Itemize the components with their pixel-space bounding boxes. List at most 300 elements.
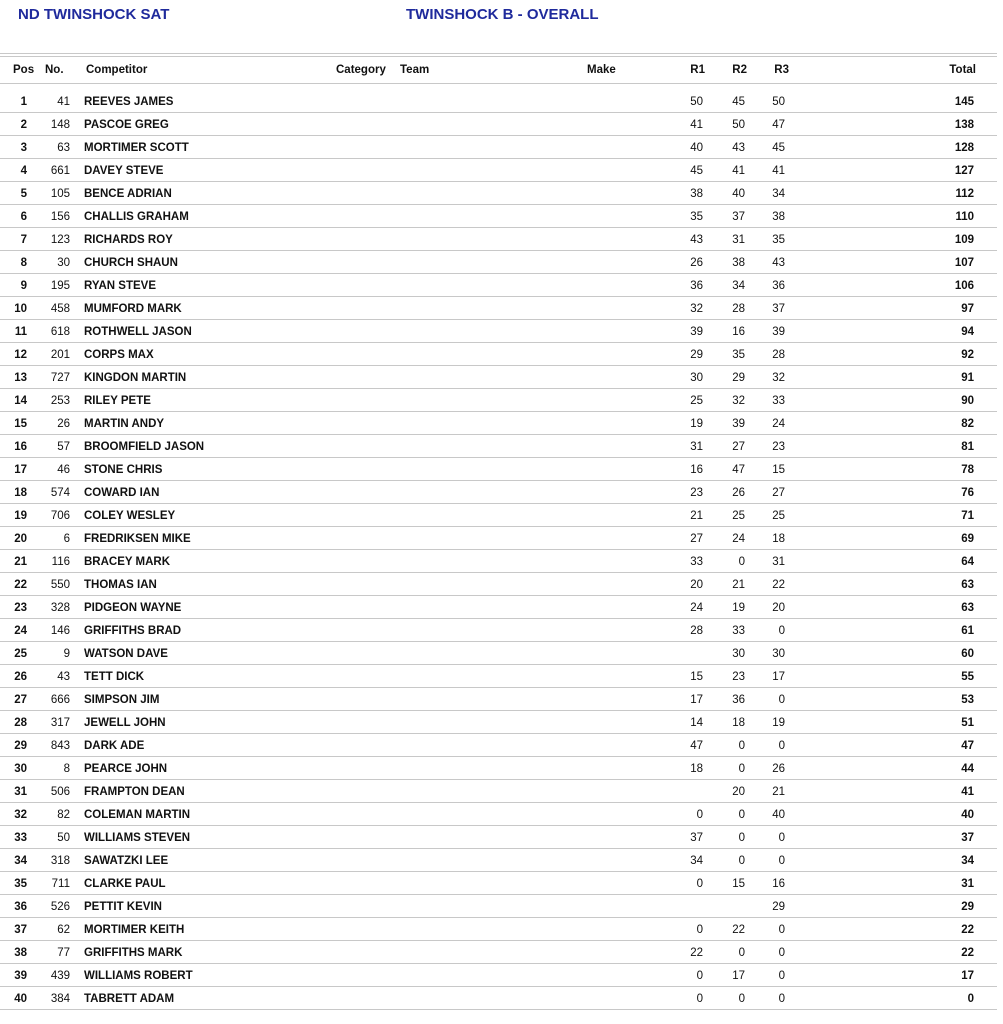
round-2-score-cell: 0 bbox=[738, 809, 745, 821]
round-3-score-cell: 0 bbox=[778, 694, 785, 706]
position-cell: 8 bbox=[20, 257, 27, 269]
rider-number-cell: 506 bbox=[50, 786, 70, 798]
round-3-score-cell: 23 bbox=[772, 441, 785, 453]
round-1-score-cell: 0 bbox=[696, 924, 703, 936]
total-score-cell: 81 bbox=[961, 441, 974, 453]
position-cell: 10 bbox=[14, 303, 27, 315]
table-row bbox=[0, 412, 997, 435]
total-score-cell: 97 bbox=[961, 303, 974, 315]
round-2-score-cell: 38 bbox=[732, 257, 745, 269]
rider-number-cell: 156 bbox=[50, 211, 70, 223]
table-row bbox=[0, 941, 997, 964]
rider-number-cell: 706 bbox=[50, 510, 70, 522]
position-cell: 1 bbox=[20, 96, 27, 108]
competitor-name-cell: BROOMFIELD JASON bbox=[84, 441, 205, 453]
table-row bbox=[0, 320, 997, 343]
table-row bbox=[0, 205, 997, 228]
round-3-score-cell: 34 bbox=[772, 188, 785, 200]
position-cell: 29 bbox=[14, 740, 27, 752]
round-1-score-cell: 39 bbox=[690, 326, 703, 338]
round-2-score-cell: 24 bbox=[732, 533, 745, 545]
round-1-score-cell: 28 bbox=[690, 625, 703, 637]
round-3-score-cell: 37 bbox=[772, 303, 785, 315]
round-3-score-cell: 0 bbox=[778, 970, 785, 982]
total-score-cell: 22 bbox=[961, 947, 974, 959]
table-row bbox=[0, 964, 997, 987]
round-1-score-cell: 37 bbox=[690, 832, 703, 844]
position-cell: 15 bbox=[14, 418, 27, 430]
results-table-body bbox=[0, 90, 997, 1010]
round-3-score-cell: 0 bbox=[778, 832, 785, 844]
round-2-score-cell: 23 bbox=[732, 671, 745, 683]
round-3-score-cell: 21 bbox=[772, 786, 785, 798]
rider-number-cell: 317 bbox=[50, 717, 70, 729]
competitor-name-cell: FRAMPTON DEAN bbox=[84, 786, 185, 798]
rider-number-cell: 439 bbox=[50, 970, 70, 982]
total-score-cell: 64 bbox=[961, 556, 974, 568]
round-3-score-cell: 0 bbox=[778, 924, 785, 936]
round-2-score-cell: 28 bbox=[732, 303, 745, 315]
table-row bbox=[0, 527, 997, 550]
total-score-cell: 61 bbox=[961, 625, 974, 637]
round-2-score-cell: 17 bbox=[732, 970, 745, 982]
competitor-name-cell: DAVEY STEVE bbox=[84, 165, 164, 177]
rider-number-cell: 57 bbox=[57, 441, 70, 453]
table-row bbox=[0, 918, 997, 941]
class-title: TWINSHOCK B - OVERALL bbox=[406, 6, 599, 23]
round-1-score-cell: 34 bbox=[690, 855, 703, 867]
total-score-cell: 47 bbox=[961, 740, 974, 752]
total-score-cell: 0 bbox=[967, 993, 974, 1005]
round-1-score-cell: 45 bbox=[690, 165, 703, 177]
competitor-name-cell: CHALLIS GRAHAM bbox=[84, 211, 189, 223]
position-cell: 17 bbox=[14, 464, 27, 476]
round-1-score-cell: 41 bbox=[690, 119, 703, 131]
round-1-score-cell: 26 bbox=[690, 257, 703, 269]
rider-number-cell: 123 bbox=[50, 234, 70, 246]
round-1-score-cell: 32 bbox=[690, 303, 703, 315]
total-score-cell: 71 bbox=[961, 510, 974, 522]
round-3-score-cell: 30 bbox=[772, 648, 785, 660]
header-divider-bottom bbox=[0, 56, 997, 57]
table-row bbox=[0, 688, 997, 711]
position-cell: 28 bbox=[14, 717, 27, 729]
round-2-score-cell: 35 bbox=[732, 349, 745, 361]
round-2-score-cell: 0 bbox=[738, 556, 745, 568]
table-row bbox=[0, 182, 997, 205]
round-2-score-cell: 34 bbox=[732, 280, 745, 292]
round-3-score-cell: 33 bbox=[772, 395, 785, 407]
round-2-score-cell: 0 bbox=[738, 832, 745, 844]
round-1-score-cell: 0 bbox=[696, 970, 703, 982]
round-2-score-cell: 26 bbox=[732, 487, 745, 499]
round-3-score-cell: 50 bbox=[772, 96, 785, 108]
round-3-score-cell: 40 bbox=[772, 809, 785, 821]
round-3-score-cell: 0 bbox=[778, 740, 785, 752]
table-row bbox=[0, 872, 997, 895]
column-header-r2: R2 bbox=[732, 64, 747, 76]
total-score-cell: 40 bbox=[961, 809, 974, 821]
round-3-score-cell: 27 bbox=[772, 487, 785, 499]
total-score-cell: 63 bbox=[961, 579, 974, 591]
rider-number-cell: 661 bbox=[50, 165, 70, 177]
rider-number-cell: 458 bbox=[50, 303, 70, 315]
column-header-category: Category bbox=[336, 64, 386, 76]
rider-number-cell: 666 bbox=[50, 694, 70, 706]
round-3-score-cell: 17 bbox=[772, 671, 785, 683]
competitor-name-cell: COLEY WESLEY bbox=[84, 510, 176, 522]
round-3-score-cell: 36 bbox=[772, 280, 785, 292]
round-1-score-cell: 29 bbox=[690, 349, 703, 361]
column-header-competitor: Competitor bbox=[86, 64, 148, 76]
round-3-score-cell: 22 bbox=[772, 579, 785, 591]
position-cell: 38 bbox=[14, 947, 27, 959]
round-2-score-cell: 31 bbox=[732, 234, 745, 246]
round-3-score-cell: 20 bbox=[772, 602, 785, 614]
round-3-score-cell: 47 bbox=[772, 119, 785, 131]
round-2-score-cell: 0 bbox=[738, 763, 745, 775]
round-1-score-cell: 50 bbox=[690, 96, 703, 108]
round-2-score-cell: 25 bbox=[732, 510, 745, 522]
competitor-name-cell: REEVES JAMES bbox=[84, 96, 174, 108]
round-3-score-cell: 0 bbox=[778, 625, 785, 637]
total-score-cell: 31 bbox=[961, 878, 974, 890]
competitor-name-cell: PASCOE GREG bbox=[84, 119, 169, 131]
round-3-score-cell: 39 bbox=[772, 326, 785, 338]
round-2-score-cell: 36 bbox=[732, 694, 745, 706]
total-score-cell: 82 bbox=[961, 418, 974, 430]
competitor-name-cell: RILEY PETE bbox=[84, 395, 151, 407]
round-3-score-cell: 0 bbox=[778, 947, 785, 959]
table-row bbox=[0, 136, 997, 159]
position-cell: 2 bbox=[20, 119, 27, 131]
competitor-name-cell: STONE CHRIS bbox=[84, 464, 163, 476]
round-3-score-cell: 18 bbox=[772, 533, 785, 545]
total-score-cell: 127 bbox=[954, 165, 974, 177]
table-row bbox=[0, 895, 997, 918]
competitor-name-cell: PIDGEON WAYNE bbox=[84, 602, 182, 614]
position-cell: 26 bbox=[14, 671, 27, 683]
round-1-score-cell: 30 bbox=[690, 372, 703, 384]
table-row bbox=[0, 366, 997, 389]
total-score-cell: 138 bbox=[954, 119, 974, 131]
round-1-score-cell: 15 bbox=[690, 671, 703, 683]
rider-number-cell: 46 bbox=[57, 464, 70, 476]
table-row bbox=[0, 987, 997, 1010]
position-cell: 16 bbox=[14, 441, 27, 453]
round-2-score-cell: 18 bbox=[732, 717, 745, 729]
round-2-score-cell: 43 bbox=[732, 142, 745, 154]
position-cell: 35 bbox=[14, 878, 27, 890]
competitor-name-cell: JEWELL JOHN bbox=[84, 717, 166, 729]
table-row bbox=[0, 642, 997, 665]
table-row bbox=[0, 734, 997, 757]
rider-number-cell: 201 bbox=[50, 349, 70, 361]
header-divider-top bbox=[0, 53, 997, 54]
competitor-name-cell: TETT DICK bbox=[84, 671, 145, 683]
round-1-score-cell: 24 bbox=[690, 602, 703, 614]
table-row bbox=[0, 757, 997, 780]
round-2-score-cell: 33 bbox=[732, 625, 745, 637]
round-3-score-cell: 19 bbox=[772, 717, 785, 729]
rider-number-cell: 148 bbox=[50, 119, 70, 131]
round-1-score-cell: 36 bbox=[690, 280, 703, 292]
rider-number-cell: 43 bbox=[57, 671, 70, 683]
round-1-score-cell: 14 bbox=[690, 717, 703, 729]
round-2-score-cell: 20 bbox=[732, 786, 745, 798]
table-row bbox=[0, 780, 997, 803]
round-3-score-cell: 0 bbox=[778, 855, 785, 867]
rider-number-cell: 618 bbox=[50, 326, 70, 338]
table-row bbox=[0, 481, 997, 504]
position-cell: 7 bbox=[20, 234, 27, 246]
round-1-score-cell: 33 bbox=[690, 556, 703, 568]
round-1-score-cell: 0 bbox=[696, 993, 703, 1005]
total-score-cell: 109 bbox=[954, 234, 974, 246]
competitor-name-cell: BRACEY MARK bbox=[84, 556, 171, 568]
round-3-score-cell: 43 bbox=[772, 257, 785, 269]
rider-number-cell: 116 bbox=[51, 556, 70, 568]
rider-number-cell: 9 bbox=[63, 648, 70, 660]
total-score-cell: 76 bbox=[961, 487, 974, 499]
round-3-score-cell: 32 bbox=[772, 372, 785, 384]
position-cell: 6 bbox=[20, 211, 27, 223]
table-row bbox=[0, 251, 997, 274]
competitor-name-cell: MORTIMER SCOTT bbox=[84, 142, 189, 154]
position-cell: 34 bbox=[14, 855, 27, 867]
position-cell: 13 bbox=[14, 372, 27, 384]
total-score-cell: 17 bbox=[961, 970, 974, 982]
total-score-cell: 112 bbox=[955, 188, 974, 200]
round-3-score-cell: 0 bbox=[778, 993, 785, 1005]
round-2-score-cell: 32 bbox=[732, 395, 745, 407]
rider-number-cell: 63 bbox=[57, 142, 70, 154]
round-1-score-cell: 20 bbox=[690, 579, 703, 591]
round-2-score-cell: 41 bbox=[732, 165, 745, 177]
column-header-team: Team bbox=[400, 64, 430, 76]
round-3-score-cell: 25 bbox=[772, 510, 785, 522]
round-2-score-cell: 16 bbox=[732, 326, 745, 338]
round-3-score-cell: 29 bbox=[772, 901, 785, 913]
competitor-name-cell: CORPS MAX bbox=[84, 349, 154, 361]
round-2-score-cell: 45 bbox=[732, 96, 745, 108]
table-row bbox=[0, 803, 997, 826]
round-2-score-cell: 22 bbox=[732, 924, 745, 936]
total-score-cell: 53 bbox=[961, 694, 974, 706]
rider-number-cell: 328 bbox=[50, 602, 70, 614]
round-3-score-cell: 41 bbox=[772, 165, 785, 177]
competitor-name-cell: FREDRIKSEN MIKE bbox=[84, 533, 191, 545]
position-cell: 14 bbox=[14, 395, 27, 407]
rider-number-cell: 50 bbox=[57, 832, 70, 844]
round-2-score-cell: 39 bbox=[732, 418, 745, 430]
competitor-name-cell: MARTIN ANDY bbox=[84, 418, 165, 430]
table-row bbox=[0, 849, 997, 872]
position-cell: 20 bbox=[14, 533, 27, 545]
round-1-score-cell: 25 bbox=[690, 395, 703, 407]
competitor-name-cell: TABRETT ADAM bbox=[84, 993, 175, 1005]
table-row bbox=[0, 389, 997, 412]
total-score-cell: 22 bbox=[961, 924, 974, 936]
table-row bbox=[0, 297, 997, 320]
round-2-score-cell: 19 bbox=[732, 602, 745, 614]
round-1-score-cell: 40 bbox=[690, 142, 703, 154]
position-cell: 9 bbox=[20, 280, 27, 292]
rider-number-cell: 105 bbox=[50, 188, 70, 200]
position-cell: 18 bbox=[14, 487, 27, 499]
competitor-name-cell: COLEMAN MARTIN bbox=[84, 809, 191, 821]
round-3-score-cell: 24 bbox=[772, 418, 785, 430]
rider-number-cell: 26 bbox=[57, 418, 70, 430]
round-1-score-cell: 47 bbox=[690, 740, 703, 752]
total-score-cell: 107 bbox=[954, 257, 974, 269]
competitor-name-cell: RYAN STEVE bbox=[84, 280, 157, 292]
round-1-score-cell: 43 bbox=[690, 234, 703, 246]
competitor-name-cell: SAWATZKI LEE bbox=[84, 855, 169, 867]
table-row bbox=[0, 343, 997, 366]
rider-number-cell: 82 bbox=[57, 809, 70, 821]
results-table-header bbox=[0, 58, 997, 84]
column-header-r1: R1 bbox=[690, 64, 705, 76]
rider-number-cell: 843 bbox=[50, 740, 70, 752]
rider-number-cell: 30 bbox=[57, 257, 70, 269]
position-cell: 32 bbox=[14, 809, 27, 821]
competitor-name-cell: GRIFFITHS MARK bbox=[84, 947, 183, 959]
total-score-cell: 60 bbox=[961, 648, 974, 660]
competitor-name-cell: ROTHWELL JASON bbox=[84, 326, 192, 338]
competitor-name-cell: KINGDON MARTIN bbox=[84, 372, 187, 384]
total-score-cell: 94 bbox=[961, 326, 974, 338]
table-row bbox=[0, 573, 997, 596]
position-cell: 37 bbox=[14, 924, 27, 936]
column-header-total: Total bbox=[949, 64, 976, 76]
rider-number-cell: 384 bbox=[50, 993, 70, 1005]
competitor-name-cell: SIMPSON JIM bbox=[84, 694, 160, 706]
rider-number-cell: 77 bbox=[57, 947, 70, 959]
round-2-score-cell: 30 bbox=[732, 648, 745, 660]
rider-number-cell: 574 bbox=[50, 487, 70, 499]
total-score-cell: 91 bbox=[961, 372, 974, 384]
position-cell: 24 bbox=[14, 625, 27, 637]
column-header-r3: R3 bbox=[774, 64, 789, 76]
table-row bbox=[0, 550, 997, 573]
total-score-cell: 128 bbox=[954, 142, 974, 154]
table-row bbox=[0, 228, 997, 251]
round-2-score-cell: 0 bbox=[738, 740, 745, 752]
round-3-score-cell: 38 bbox=[772, 211, 785, 223]
competitor-name-cell: PEARCE JOHN bbox=[84, 763, 168, 775]
round-3-score-cell: 26 bbox=[772, 763, 785, 775]
position-cell: 23 bbox=[14, 602, 27, 614]
rider-number-cell: 62 bbox=[57, 924, 70, 936]
round-2-score-cell: 37 bbox=[732, 211, 745, 223]
column-header-no: No. bbox=[45, 64, 64, 76]
total-score-cell: 51 bbox=[961, 717, 974, 729]
position-cell: 21 bbox=[14, 556, 27, 568]
table-row bbox=[0, 159, 997, 182]
rider-number-cell: 253 bbox=[50, 395, 70, 407]
competitor-name-cell: COWARD IAN bbox=[84, 487, 160, 499]
round-3-score-cell: 16 bbox=[772, 878, 785, 890]
competitor-name-cell: GRIFFITHS BRAD bbox=[84, 625, 182, 637]
total-score-cell: 78 bbox=[961, 464, 974, 476]
round-1-score-cell: 19 bbox=[690, 418, 703, 430]
event-title: ND TWINSHOCK SAT bbox=[18, 6, 170, 23]
competitor-name-cell: DARK ADE bbox=[84, 740, 145, 752]
round-1-score-cell: 27 bbox=[690, 533, 703, 545]
round-2-score-cell: 50 bbox=[732, 119, 745, 131]
round-1-score-cell: 35 bbox=[690, 211, 703, 223]
round-1-score-cell: 0 bbox=[696, 878, 703, 890]
round-2-score-cell: 21 bbox=[732, 579, 745, 591]
total-score-cell: 145 bbox=[954, 96, 974, 108]
rider-number-cell: 711 bbox=[51, 878, 70, 890]
round-2-score-cell: 47 bbox=[732, 464, 745, 476]
table-row bbox=[0, 90, 997, 113]
table-row bbox=[0, 504, 997, 527]
table-row bbox=[0, 274, 997, 297]
competitor-name-cell: THOMAS IAN bbox=[84, 579, 157, 591]
position-cell: 36 bbox=[14, 901, 27, 913]
round-3-score-cell: 45 bbox=[772, 142, 785, 154]
table-row bbox=[0, 826, 997, 849]
competitor-name-cell: BENCE ADRIAN bbox=[84, 188, 172, 200]
round-1-score-cell: 17 bbox=[690, 694, 703, 706]
position-cell: 3 bbox=[20, 142, 27, 154]
position-cell: 40 bbox=[14, 993, 27, 1005]
total-score-cell: 92 bbox=[961, 349, 974, 361]
total-score-cell: 63 bbox=[961, 602, 974, 614]
total-score-cell: 29 bbox=[961, 901, 974, 913]
table-row bbox=[0, 711, 997, 734]
total-score-cell: 37 bbox=[961, 832, 974, 844]
round-3-score-cell: 35 bbox=[772, 234, 785, 246]
round-2-score-cell: 15 bbox=[732, 878, 745, 890]
column-header-make: Make bbox=[587, 64, 616, 76]
position-cell: 4 bbox=[20, 165, 27, 177]
competitor-name-cell: MORTIMER KEITH bbox=[84, 924, 185, 936]
total-score-cell: 41 bbox=[961, 786, 974, 798]
position-cell: 31 bbox=[14, 786, 27, 798]
round-1-score-cell: 16 bbox=[690, 464, 703, 476]
competitor-name-cell: PETTIT KEVIN bbox=[84, 901, 162, 913]
table-row bbox=[0, 619, 997, 642]
total-score-cell: 110 bbox=[955, 211, 974, 223]
competitor-name-cell: CLARKE PAUL bbox=[84, 878, 166, 890]
rider-number-cell: 550 bbox=[50, 579, 70, 591]
position-cell: 19 bbox=[14, 510, 27, 522]
round-1-score-cell: 21 bbox=[690, 510, 703, 522]
round-1-score-cell: 23 bbox=[690, 487, 703, 499]
position-cell: 5 bbox=[20, 188, 27, 200]
rider-number-cell: 41 bbox=[57, 96, 70, 108]
round-2-score-cell: 40 bbox=[732, 188, 745, 200]
round-3-score-cell: 31 bbox=[772, 556, 785, 568]
position-cell: 25 bbox=[14, 648, 27, 660]
round-1-score-cell: 38 bbox=[690, 188, 703, 200]
rider-number-cell: 8 bbox=[63, 763, 70, 775]
total-score-cell: 34 bbox=[961, 855, 974, 867]
total-score-cell: 44 bbox=[961, 763, 974, 775]
table-row bbox=[0, 596, 997, 619]
total-score-cell: 69 bbox=[961, 533, 974, 545]
rider-number-cell: 195 bbox=[50, 280, 70, 292]
round-3-score-cell: 28 bbox=[772, 349, 785, 361]
round-1-score-cell: 31 bbox=[690, 441, 703, 453]
position-cell: 12 bbox=[14, 349, 27, 361]
round-1-score-cell: 22 bbox=[690, 947, 703, 959]
round-2-score-cell: 0 bbox=[738, 947, 745, 959]
